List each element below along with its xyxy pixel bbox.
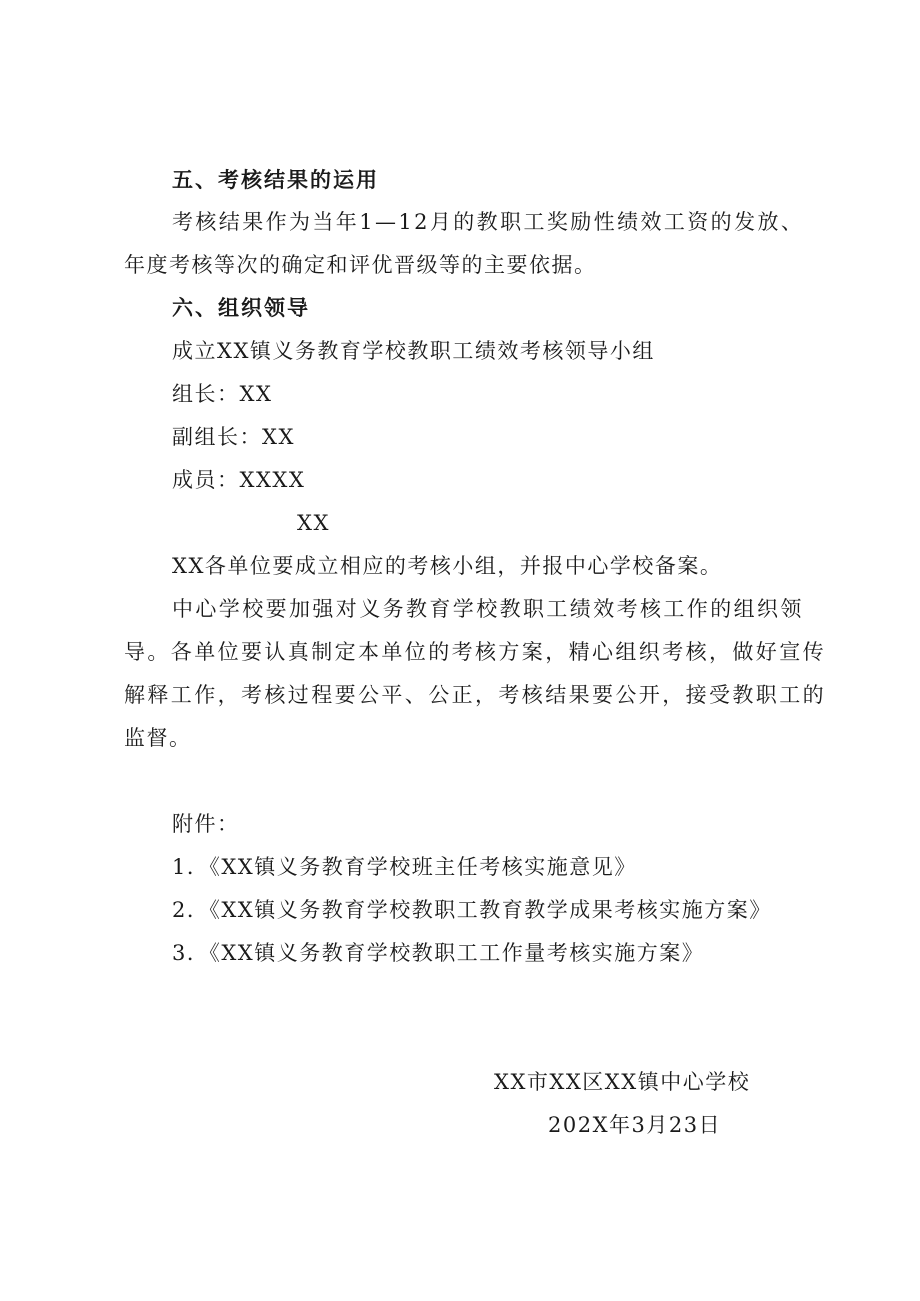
group-leader: 组长：XX: [172, 382, 273, 406]
signature-date: 202X年3月23日: [548, 1113, 722, 1137]
deputy-leader: 副组长：XX: [172, 425, 295, 449]
leadership-paragraph-line-3: 解释工作，考核过程要公平、公正，考核结果要公开，接受教职工的: [124, 683, 826, 707]
units-note: XX各单位要成立相应的考核小组，并报中心学校备案。: [172, 554, 723, 578]
leadership-paragraph-line-1: 中心学校要加强对义务教育学校教职工绩效考核工作的组织领: [172, 597, 804, 621]
section-heading-results: 五、考核结果的运用: [172, 168, 379, 192]
members-continued: XX: [297, 511, 330, 535]
members: 成员：XXXX: [172, 468, 306, 492]
results-paragraph-line-1: 考核结果作为当年1—12月的教职工奖励性绩效工资的发放、: [172, 210, 805, 234]
leadership-intro: 成立XX镇义务教育学校教职工绩效考核领导小组: [172, 339, 655, 363]
leadership-paragraph-line-2: 导。各单位要认真制定本单位的考核方案，精心组织考核，做好宣传: [124, 640, 826, 664]
attachment-item-2: 2．《XX镇义务教育学校教职工教育教学成果考核实施方案》: [172, 898, 772, 922]
signature-organization: XX市XX区XX镇中心学校: [494, 1070, 751, 1094]
attachment-item-3: 3．《XX镇义务教育学校教职工工作量考核实施方案》: [172, 941, 705, 965]
leadership-paragraph-line-4: 监督。: [124, 726, 192, 750]
results-paragraph-line-2: 年度考核等次的确定和评优晋级等的主要依据。: [124, 253, 597, 277]
section-heading-leadership: 六、组织领导: [172, 296, 310, 320]
attachments-label: 附件：: [172, 812, 240, 836]
attachment-item-1: 1．《XX镇义务教育学校班主任考核实施意见》: [172, 855, 637, 879]
